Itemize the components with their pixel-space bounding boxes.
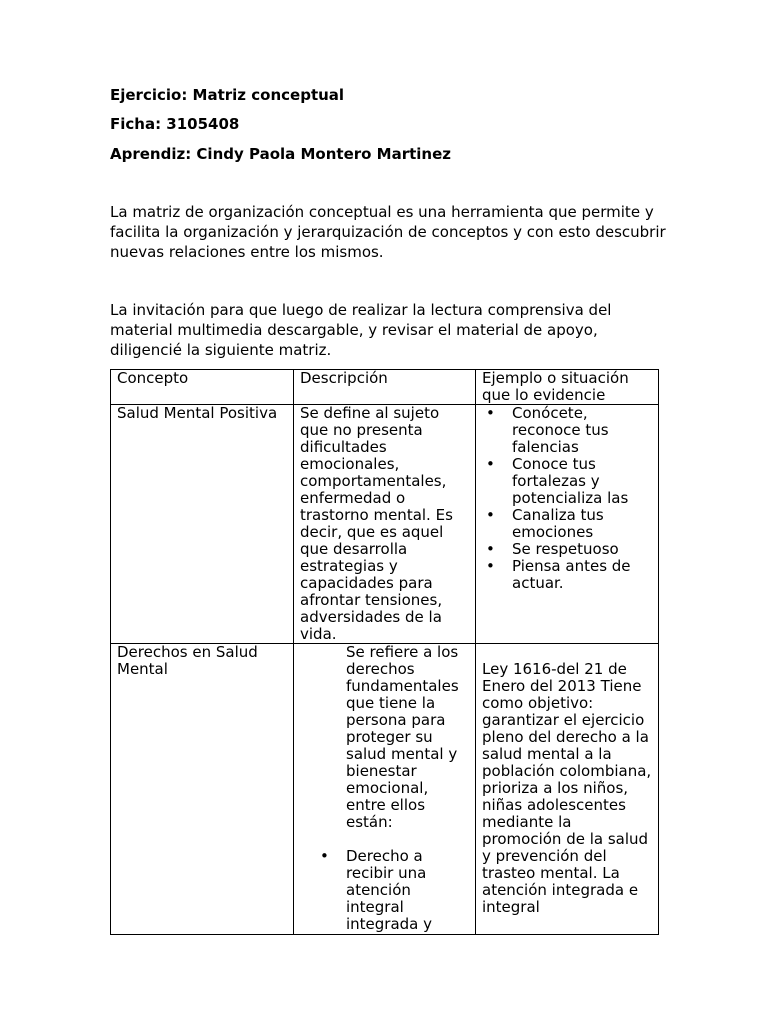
description-intro: Se refiere a los derechos fundamentales que tiene la persona para proteger su salud mental y bienestar emocional, entre ellos están:: [346, 643, 459, 831]
rights-list: [300, 848, 469, 933]
ficha-number: Ficha: 3105408: [110, 115, 240, 133]
list-item: • Conócete, reconoce tus falencias: [512, 405, 652, 456]
list-item: • Piensa antes de actuar.: [512, 558, 652, 592]
concept-matrix: [110, 369, 659, 935]
table-row: [111, 644, 659, 935]
exercise-title: Ejercicio: Matriz conceptual: [110, 86, 345, 104]
descripcion-cell: Se define al sujeto que no presenta dificultades emocionales, comportamentales, enfermedad o trastorno mental. Es decir, que es aquel que desarrolla estrategias y capacidades para afrontar tensiones, adversidades de la vida.: [294, 405, 476, 644]
descripcion-cell: [294, 644, 476, 935]
learner-name: Aprendiz: Cindy Paola Montero Martinez: [110, 145, 452, 163]
law-example-text: Ley 1616-del 21 de Enero del 2013 Tiene como objetivo: garantizar el ejercicio pleno del derecho a la salud mental a la población colombiana, prioriza a los niños, niñas adolescentes mediante la promoción de la salud y prevención del trasteo mental. La atención integrada e integral: [482, 660, 652, 916]
example-list: [482, 405, 652, 592]
list-item: • Canaliza tus emociones: [512, 507, 652, 541]
concepto-cell: Derechos en Salud Mental: [111, 644, 294, 935]
ejemplo-cell: [476, 405, 659, 644]
intro-paragraph: La matriz de organización conceptual es una herramienta que permite y facilita la organización y jerarquización de conceptos y con esto descubrir nuevas relaciones entre los mismos.: [110, 203, 666, 261]
header-concepto: Concepto: [111, 370, 294, 405]
table-row: [111, 405, 659, 644]
list-item: • Derecho a recibir una atención integral integrada y: [346, 848, 469, 933]
header-descripcion: Descripción: [294, 370, 476, 405]
header-ejemplo: Ejemplo o situación que lo evidencie: [476, 370, 659, 405]
instruction-paragraph: La invitación para que luego de realizar la lectura comprensiva del material multimedia descargable, y revisar el material de apoyo, diligencié la siguiente matriz.: [110, 301, 612, 359]
list-item: • Se respetuoso: [512, 541, 652, 558]
table-header-row: [111, 370, 659, 405]
list-item: • Conoce tus fortalezas y potencializa las: [512, 456, 652, 507]
ejemplo-cell: [476, 644, 659, 935]
concepto-cell: Salud Mental Positiva: [111, 405, 294, 644]
